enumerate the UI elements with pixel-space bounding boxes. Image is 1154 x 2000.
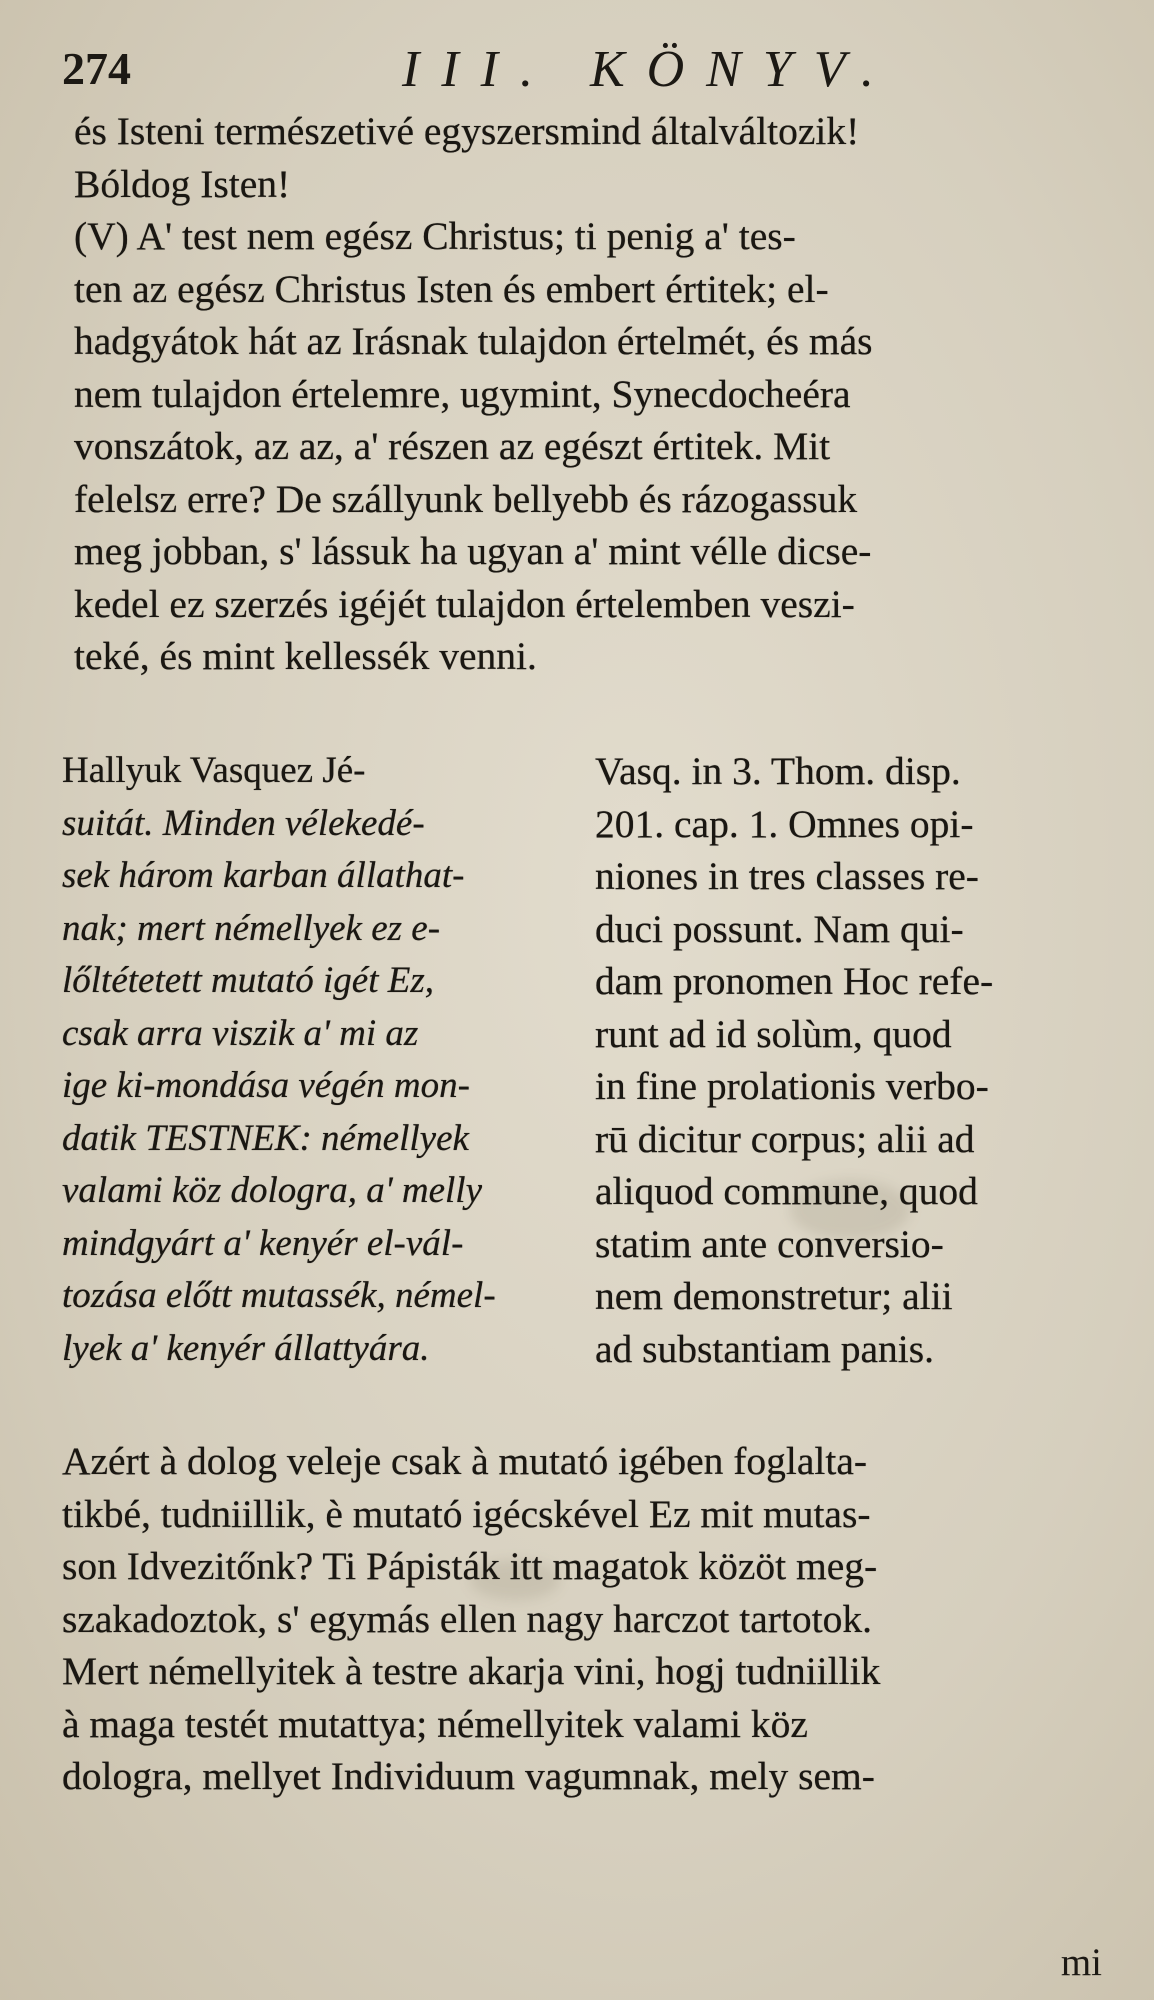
hungarian-column — [62, 745, 567, 1375]
text-line: à maga testét mutattya; némellyitek valami köz — [62, 1701, 808, 1746]
column-line: sek három karban állathat- — [62, 855, 465, 896]
text-line: és Isteni természetivé egyszersmind általváltozik! — [74, 109, 860, 153]
page-number: 274 — [62, 43, 131, 94]
column-line: nak; mert némellyek ez e- — [62, 907, 441, 949]
text-line: ten az egész Christus Isten és embert értitek; el- — [74, 266, 829, 311]
column-line: lőltétetett mutató igét Ez, — [62, 960, 434, 1001]
top-paragraphs — [74, 105, 1104, 683]
running-head: III. KÖNYV. — [402, 41, 896, 98]
text-line: hadgyátok hát az Irásnak tulajdon értelmét, és más — [74, 319, 873, 363]
text-line: teké, és mint kellessék venni. — [74, 634, 537, 678]
text-line: Mert némellyitek à testre akarja vini, hogj tudniillik — [62, 1649, 881, 1693]
column-line: csak arra viszik a' mi az — [62, 1012, 419, 1054]
column-line: duci possunt. Nam qui- — [595, 906, 964, 951]
text-line: son Idvezitőnk? Ti Pápisták itt magatok közöt meg- — [62, 1544, 878, 1588]
catchword: mi — [1060, 1941, 1102, 1984]
column-line: tozása előtt mutassék, némel- — [62, 1275, 496, 1316]
text-line: (V) A' test nem egész Christus; ti penig a' tes- — [74, 214, 796, 258]
column-line: lyek a' kenyér állattyára. — [62, 1327, 430, 1369]
text-line: kedel ez szerzés igéjét tulajdon értelemben veszi- — [74, 581, 855, 626]
column-line: Hallyuk Vasquez Jé- — [62, 750, 366, 791]
text-line: Azért à dolog veleje csak à mutató igében foglalta- — [62, 1439, 868, 1483]
column-line: mindgyárt a' kenyér el-vál- — [62, 1222, 464, 1264]
column-line: in fine prolationis verbo- — [595, 1064, 989, 1108]
text-line: Bóldog Isten! — [74, 161, 291, 206]
text-line: tikbé, tudniillik, è mutató igécskével Ez mit mutas- — [62, 1491, 871, 1536]
page-header — [62, 40, 1102, 110]
text-line: felelsz erre? De szállyunk bellyebb és rázogassuk — [74, 476, 858, 521]
column-line: nem demonstretur; alii — [595, 1274, 953, 1318]
column-line: ad substantiam panis. — [595, 1326, 934, 1371]
text-line: dologra, mellyet Individuum vagumnak, mely sem- — [62, 1754, 875, 1798]
text-line: meg jobban, s' lássuk ha ugyan a' mint vélle dicse- — [74, 529, 872, 573]
column-line: niones in tres classes re- — [595, 854, 979, 898]
column-line: rū dicitur corpus; alii ad — [595, 1116, 975, 1161]
column-line: aliquod commune, quod — [595, 1169, 978, 1213]
column-line: Vasq. in 3. Thom. disp. — [595, 749, 961, 793]
text-line: vonszátok, az az, a' részen az egészt értitek. Mit — [74, 424, 831, 468]
column-line: dam pronomen Hoc refe- — [595, 959, 994, 1003]
bottom-paragraph — [62, 1435, 1104, 1803]
text-line: nem tulajdon értelemre, ugymint, Synecdocheéra — [74, 371, 851, 416]
column-line: valami köz dologra, a' melly — [62, 1170, 482, 1211]
latin-column — [595, 745, 1105, 1375]
column-line: runt ad id solùm, quod — [595, 1011, 952, 1056]
column-line: statim ante conversio- — [595, 1221, 944, 1266]
column-line: 201. cap. 1. Omnes opi- — [595, 801, 974, 846]
column-line: ige ki-mondása végén mon- — [62, 1065, 470, 1106]
column-line: datik TESTNEK: némellyek — [62, 1117, 469, 1159]
column-line: suitát. Minden vélekedé- — [62, 802, 425, 844]
text-line: szakadoztok, s' egymás ellen nagy harczot tartotok. — [62, 1596, 873, 1641]
